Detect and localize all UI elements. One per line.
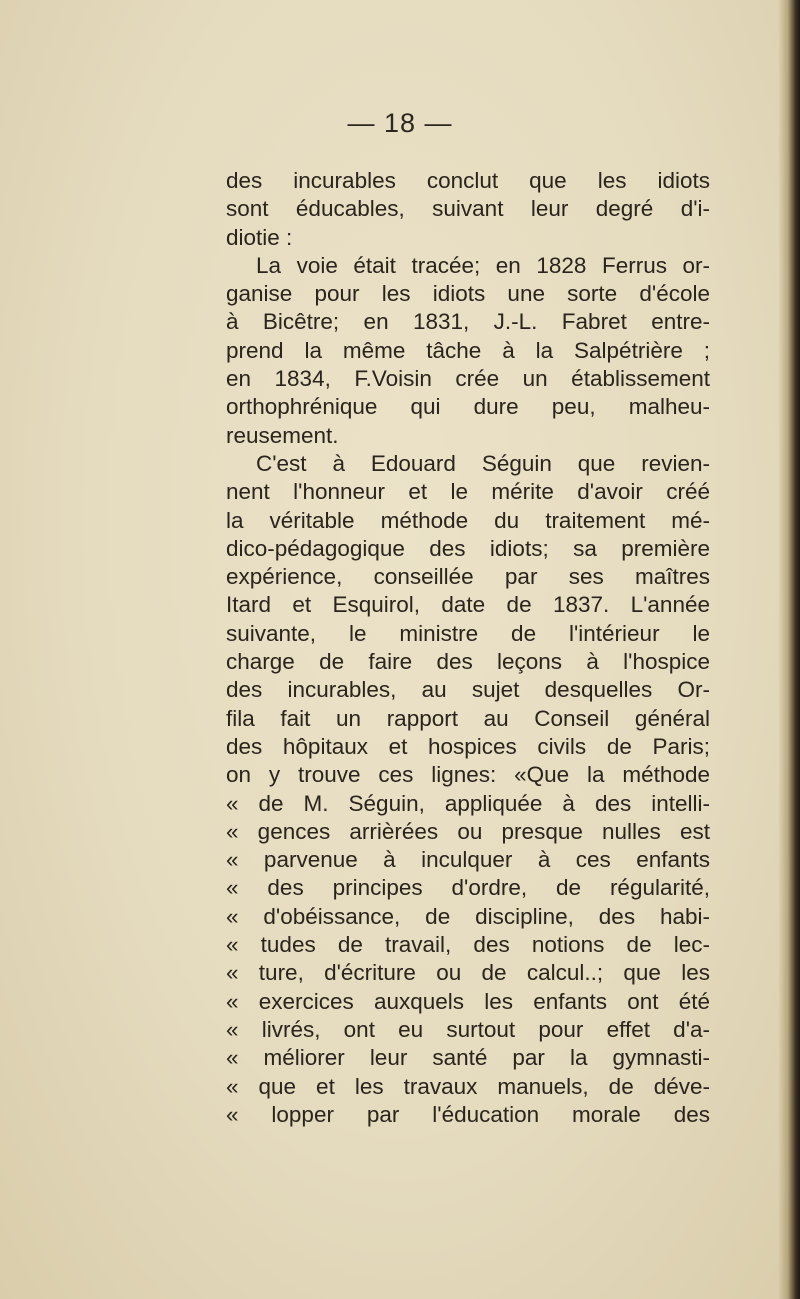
text-line: « méliorer leur santé par la gymnasti- (226, 1045, 710, 1071)
text-line: suivante, le ministre de l'intérieur le (226, 620, 710, 646)
text-line: ganise pour les idiots une sorte d'école (226, 281, 710, 307)
body-text (226, 167, 710, 1129)
text-line: reusement. (226, 422, 339, 448)
text-line: diotie : (226, 224, 293, 250)
text-line: La voie était tracée; en 1828 Ferrus or- (256, 252, 710, 278)
text-line: « ture, d'écriture ou de calcul..; que les (226, 960, 710, 986)
text-line: « exercices auxquels les enfants ont été (226, 988, 710, 1014)
text-line: des incurables conclut que les idiots (226, 168, 710, 193)
text-line: en 1834, F.Voisin crée un établissement (226, 366, 710, 392)
text-line: sont éducables, suivant leur degré d'i- (226, 196, 710, 222)
page-edge-shadow (778, 0, 800, 1299)
text-line: on y trouve ces lignes: «Que la méthode (226, 762, 710, 788)
text-line: « livrés, ont eu surtout pour effet d'a- (226, 1016, 710, 1042)
text-line: « lopper par l'éducation morale des (226, 1101, 710, 1127)
page-number: — 18 — (347, 108, 453, 138)
text-line: « gences arrièrées ou presque nulles est (226, 818, 710, 844)
text-line: la véritable méthode du traitement mé- (226, 507, 710, 533)
text-line: expérience, conseillée par ses maîtres (226, 564, 710, 590)
text-line: « d'obéissance, de discipline, des habi- (226, 903, 710, 929)
text-line: « tudes de travail, des notions de lec- (226, 932, 710, 958)
text-line: des incurables, au sujet desquelles Or- (226, 677, 710, 703)
text-line: des hôpitaux et hospices civils de Paris; (226, 733, 710, 759)
text-line: charge de faire des leçons à l'hospice (226, 649, 710, 675)
text-line: à Bicêtre; en 1831, J.-L. Fabret entre- (226, 309, 710, 335)
text-line: « de M. Séguin, appliquée à des intelli- (226, 790, 710, 816)
text-line: « parvenue à inculquer à ces enfants (226, 847, 710, 873)
text-line: C'est à Edouard Séguin que revien- (256, 450, 710, 476)
text-line: fila fait un rapport au Conseil général (226, 705, 710, 731)
text-line: nent l'honneur et le mérite d'avoir créé (226, 479, 710, 505)
text-line: Itard et Esquirol, date de 1837. L'année (226, 592, 710, 618)
text-line: « des principes d'ordre, de régularité, (226, 875, 710, 901)
text-line: orthophrénique qui dure peu, malheu- (226, 394, 710, 420)
text-line: prend la même tâche à la Salpétrière ; (226, 337, 710, 363)
text-line: « que et les travaux manuels, de déve- (226, 1073, 710, 1099)
text-line: dico-pédagogique des idiots; sa première (226, 535, 710, 561)
